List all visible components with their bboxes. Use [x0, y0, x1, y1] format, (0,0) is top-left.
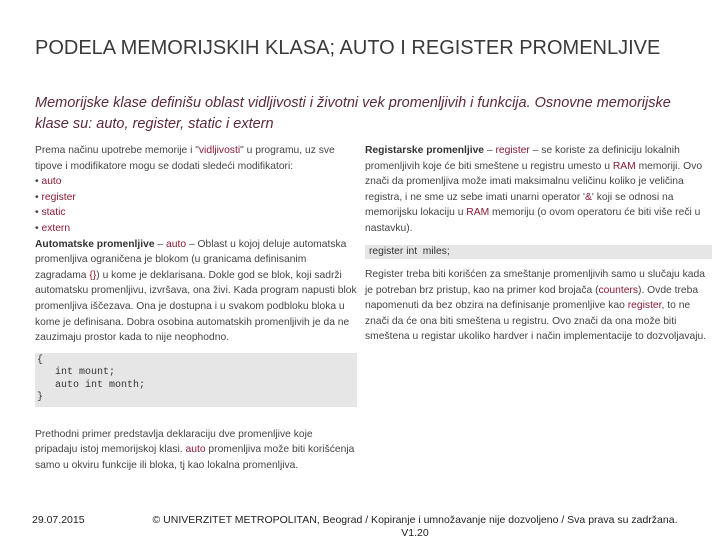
keyword-vidljivosti: vidljivosti: [198, 145, 241, 156]
auto-paragraph: Automatske promenljive – auto – Oblast u kojoj deluje automatska promenljiva ograničena je blokom (u granicama definisanim zagradama {}) u kome je deklarisana. Dokle god se blok, koji sadrži automatsku promenljivu, izvršava, ona živi. Kada program napusti blok promenljiva iščezava. Ona je dostupna i u svakom podbloku bloka u kome je definisana. Dobra osobina automatskih promenljivih je da ne zauzimaju prostor kada to nije neophodno.: [35, 238, 357, 344]
slide-subtitle: Memorijske klase definišu oblast vidljivosti i životni vek promenljivih i funkcija. Osnovne memorijske klase su: auto, register, static i extern: [35, 95, 671, 132]
register-usage-paragraph: Register treba biti korišćen za smeštanje promenljivih samo u slučaju kada je potreban brz pristup, kao na primer kod brojača (counters). Ovde treba napomenuti da bez obzira na definisanje promenljive kao register, to ne znači da će ona biti smeštena u registru. Ovo znači da ona može biti smeštena u registar ukoliko hardver i način implementacije to dozvoljavaju.: [365, 269, 707, 343]
footer-date: 29.07.2015: [32, 514, 85, 526]
list-item: • extern: [35, 221, 357, 237]
list-item: • auto: [35, 174, 357, 190]
right-column: [365, 143, 712, 345]
footer-copyright: © UNIVERZITET METROPOLITAN, Beograd / Kopiranje i umnožavanje nije dozvoljeno / Sva prava su zadržana. V1.20: [135, 514, 695, 540]
register-paragraph: Registarske promenljive – register – se koriste za definiciju lokalnih promenljivih koje će biti smeštene u registru umesto u RAM memoriji. Ovo znači da promenljiva može imati maksimalnu veličinu koliko je veličina registra, i ne sme uz sebe imati unarni operator '&' koji se odnosi na memorijsku lokaciju u RAM memoriju (o ovom operatoru će biti više reči u nastavku).: [365, 145, 703, 234]
code-block-auto: { int mount; auto int month; }: [35, 353, 357, 407]
modifier-list: [35, 174, 357, 236]
left-column: [35, 143, 357, 474]
auto-heading: Automatske promenljive: [35, 238, 155, 250]
code-block-register: register int miles;: [365, 245, 712, 260]
list-item: • static: [35, 205, 357, 221]
intro-paragraph: Prema načinu upotrebe memorije i "vidljivosti" u programu, uz sve tipove i modifikatore mogu se dodati sledeći modifikatori:: [35, 145, 335, 172]
slide-title: PODELA MEMORIJSKIH KLASA; AUTO I REGISTER PROMENLJIVE: [35, 37, 661, 59]
footer-version: V1.20: [401, 527, 429, 539]
list-item: • register: [35, 190, 357, 206]
register-heading: Registarske promenljive: [365, 145, 485, 156]
after-code-paragraph: Prethodni primer predstavlja deklaraciju dve promenljive koje pripadaju istoj memorijskoj klasi. auto promenljiva može biti korišćenja samo u okviru funkcije ili bloka, tj kao lokalna promenljiva.: [35, 428, 355, 471]
